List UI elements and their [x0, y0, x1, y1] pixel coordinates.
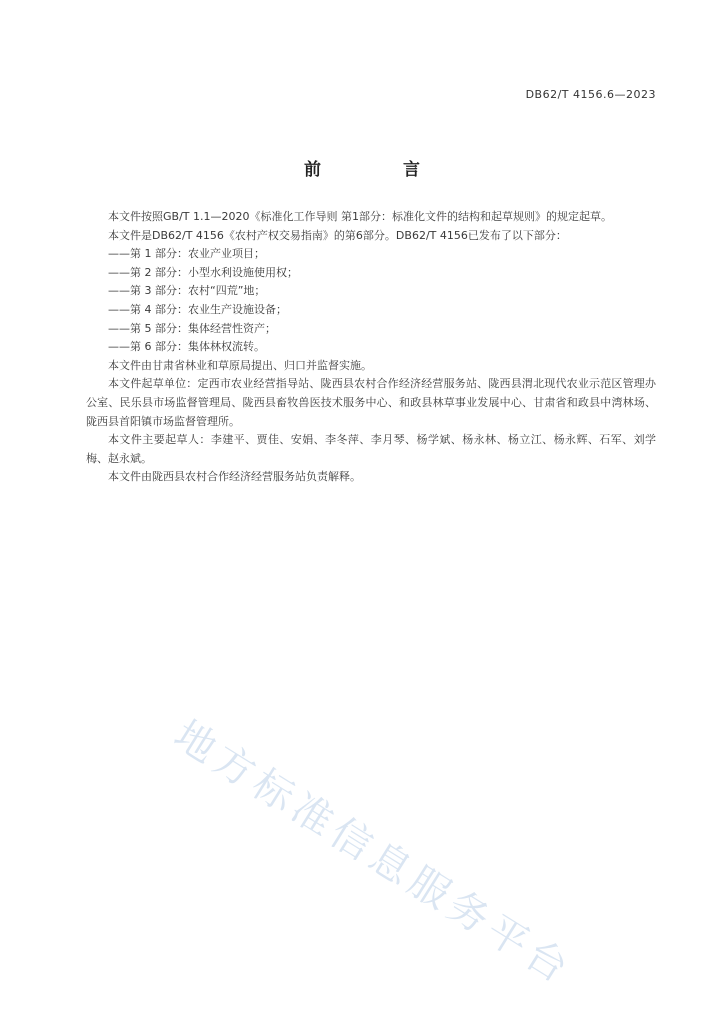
list-item: ——第 3 部分：农村“四荒”地； — [108, 284, 266, 298]
list-item: ——第 6 部分：集体林权流转。 — [108, 340, 265, 354]
list-item: ——第 1 部分：农业产业项目； — [108, 247, 265, 261]
paragraph-interpretation: 本文件由陇西县农村合作经济经营服务站负责解释。 — [108, 470, 361, 484]
paragraph-drafting-units: 本文件起草单位：定西市农业经营指导站、陇西县农村合作经济经营服务站、陇西县渭北现代农业示范区管理办公室、民乐县市场监督管理局、陇西县畜牧兽医技术服务中心、和政县林草事业发展中心、甘肃省和政县中湾林场、陇西县首阳镇市场监督管理所。 — [86, 377, 656, 428]
paragraph-drafting-rule: 本文件按照GB/T 1.1—2020《标准化工作导则 第1部分：标准化文件的结构和起草规则》的规定起草。 — [108, 210, 612, 223]
list-item: ——第 5 部分：集体经营性资产； — [108, 321, 276, 335]
watermark: 地方标准信息服务平台 — [165, 711, 581, 995]
list-item: ——第 2 部分：小型水利设施使用权； — [108, 265, 298, 279]
paragraph-proposer: 本文件由甘肃省林业和草原局提出、归口并监督实施。 — [108, 358, 372, 372]
list-item: ——第 4 部分：农业生产设施设备； — [108, 302, 287, 316]
page-title: 前 言 — [304, 160, 458, 180]
paragraph-drafters: 本文件主要起草人：李建平、贾佳、安娟、李冬萍、李月琴、杨学斌、杨永林、杨立江、杨永辉、石军、刘学梅、赵永斌。 — [86, 433, 656, 465]
standard-code: DB62/T 4156.6—2023 — [525, 88, 656, 101]
foreword-body — [86, 208, 656, 487]
paragraph-series-intro: 本文件是DB62/T 4156《农村产权交易指南》的第6部分。DB62/T 4156已发布了以下部分： — [108, 228, 567, 242]
